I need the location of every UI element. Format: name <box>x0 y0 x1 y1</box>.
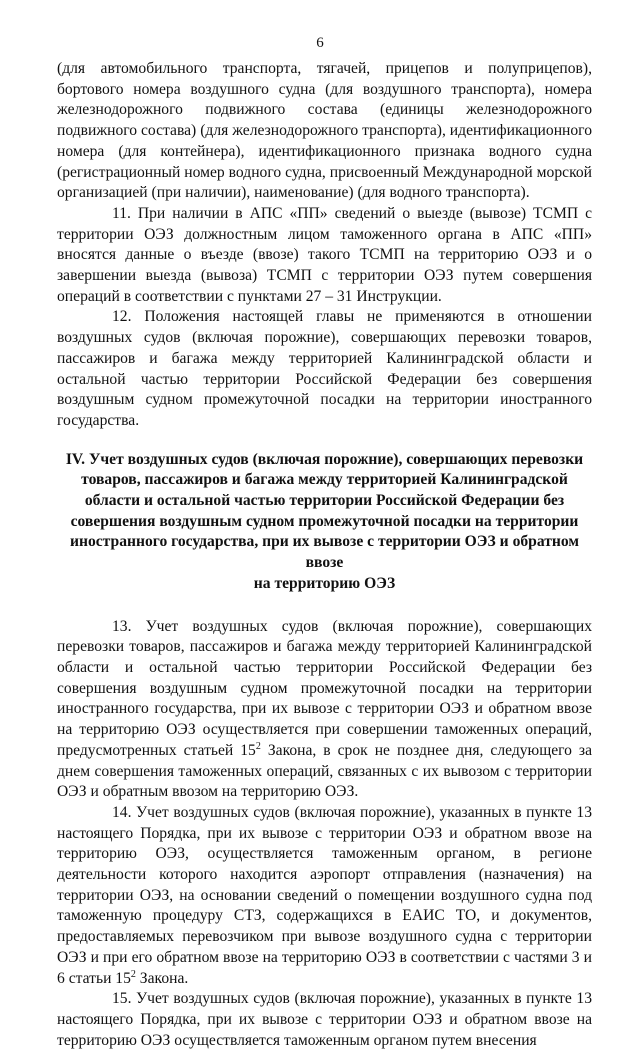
paragraph-13-text-b: Закона, в срок не позднее дня, следующего за днем совершения таможенных операций, связанных с их вывозом с территории ОЭЗ и обратным ввозом на территорию ОЭЗ. <box>57 741 593 801</box>
page-number: 6 <box>316 35 324 51</box>
paragraph-continued: (для автомобильного транспорта, тягачей, прицепов и полуприцепов), бортового номера воздушного судна (для воздушного транспорта), номера железнодорожного подвижного состава (единицы железнодорожного подвижного состава) (для железнодорожного транспорта), идентификационного номера (для контейнера), идентификационного признака водного судна (регистрационный номер водного судна, присвоенный Международной морской организацией (при наличии), наименование) (для водного транспорта). <box>57 60 592 202</box>
section-heading-last-line: на территорию ОЭЗ <box>253 574 396 592</box>
paragraph-15: 15. Учет воздушных судов (включая порожние), указанных в пункте 13 настоящего Порядка, при их вывозе с территории ОЭЗ и обратном ввозе на территорию ОЭЗ осуществляется таможенным органом путем внесения <box>57 990 592 1049</box>
paragraph-13 <box>57 617 592 803</box>
paragraph-13-text-a: 13. Учет воздушных судов (включая порожние), совершающих перевозки товаров, пассажиров и багажа между территорией Калининградской области и остальной частью территории Российской Федерации без совершения воздушным судном промежуточной посадки на территории иностранного государства, при их вывозе с территории ОЭЗ и обратном ввозе на территорию ОЭЗ осуществляется при совершении таможенных операций, предусмотренных статьей 15 <box>57 617 592 759</box>
paragraph-14-text-a: 14. Учет воздушных судов (включая порожние), указанных в пункте 13 настоящего Порядка, при их вывозе с территории ОЭЗ и обратном ввозе на территорию ОЭЗ, осуществляется таможенным органом, в регионе деятельности которого находится аэропорт отправления (назначения) на территории ОЭЗ, на основании сведений о помещении воздушного судна под таможенную процедуру СТЗ, содержащихся в ЕАИС ТО, и документов, предоставляемых перевозчиком при вывозе воздушного судна с территории ОЭЗ и при его обратном ввозе на территорию ОЭЗ в соответствии с частями 3 и 6 статьи 15 <box>57 803 592 987</box>
paragraph-14-text-b: Закона. <box>135 969 189 987</box>
paragraph-12: 12. Положения настоящей главы не применяются в отношении воздушных судов (включая порожние), совершающих перевозки товаров, пассажиров и багажа между территорией Калининградской области и остальной частью территории Российской Федерации без совершения воздушным судном промежуточной посадки на территории иностранного государства. <box>57 308 592 429</box>
section-heading-iv <box>61 450 588 595</box>
document-body <box>57 59 592 1051</box>
paragraph-11: 11. При наличии в АПС «ПП» сведений о выезде (вывозе) ТСМП с территории ОЭЗ должностным лицом таможенного органа в АПС «ПП» вносятся данные о въезде (ввозе) такого ТСМП на территорию ОЭЗ и о завершении выезда (вывоза) ТСМП с территории ОЭЗ путем совершения операций в соответствии с пунктами 27 – 31 Инструкции. <box>57 204 592 305</box>
section-heading-text: IV. Учет воздушных судов (включая порожние), совершающих перевозки товаров, пассажиров и багажа между территорией Калининградской области и остальной частью территории Российской Федерации без совершения воздушным судном промежуточной посадки на территории иностранного государства, при их вывозе с территории ОЭЗ и обратном ввозе <box>65 450 584 572</box>
paragraph-14-superscript: 2 <box>130 968 136 980</box>
paragraph-13-superscript: 2 <box>255 740 261 752</box>
paragraph-14 <box>57 803 592 989</box>
